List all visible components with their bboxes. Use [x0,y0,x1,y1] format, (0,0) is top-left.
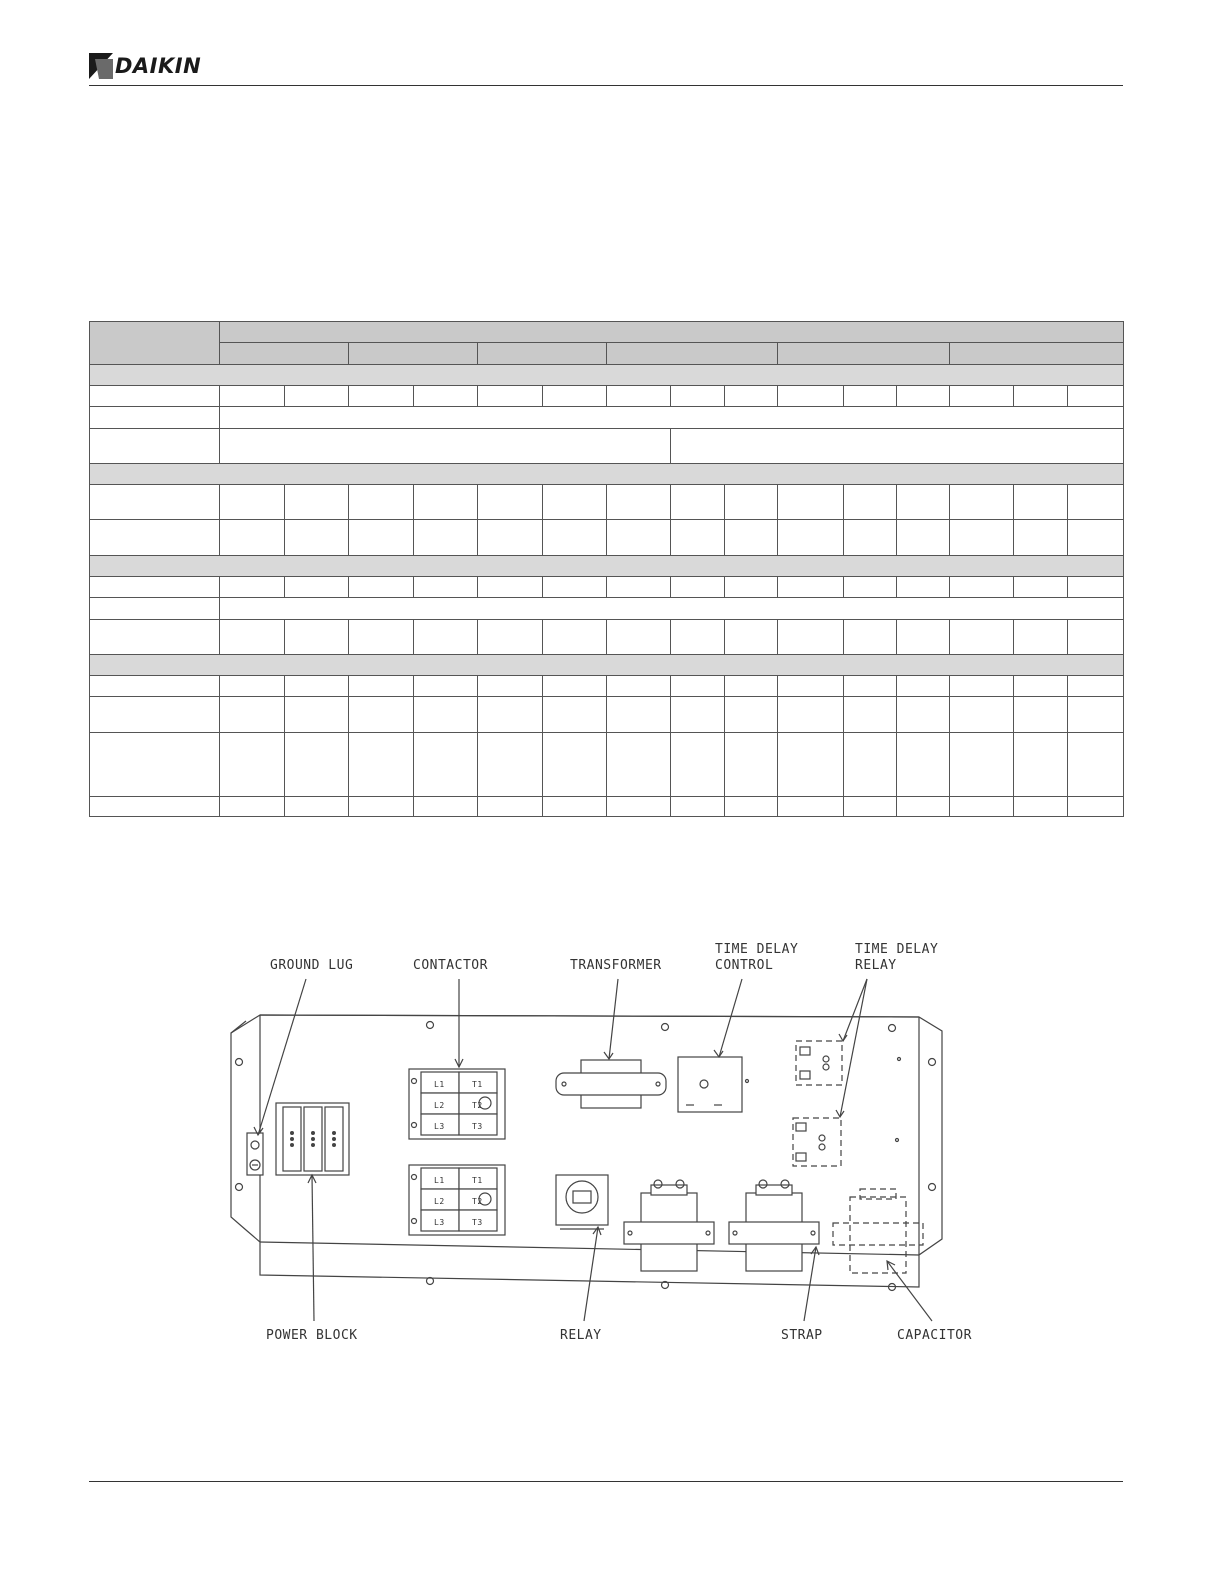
transformer [556,1060,666,1108]
power-block-label: POWER BLOCK [266,1328,358,1343]
capacitor-label: CAPACITOR [897,1328,972,1343]
time-delay-control-label-line1: TIME DELAY [715,942,799,957]
contactor-2-terminal-l3: L3 [434,1218,445,1227]
table-section-row [90,556,1124,577]
contactor-2-terminal-t2: T2 [472,1197,483,1206]
contactor-1-terminal-t1: T1 [472,1080,483,1089]
contactor-2-terminal-l1: L1 [434,1176,445,1185]
table-row [90,797,1124,817]
time-delay-relay-1 [796,1041,842,1085]
table-row [90,697,1124,733]
contactor-2 [409,1165,505,1235]
contactor-2-terminal-t3: T3 [472,1218,483,1227]
table-subheader [349,343,478,365]
table-row [90,485,1124,520]
contactor-2-terminal-t1: T1 [472,1176,483,1185]
time-delay-control [678,1057,749,1112]
table-row [90,386,1124,407]
table-subheader [220,343,349,365]
time-delay-relay-label-line2: RELAY [855,958,897,973]
daikin-logo-mark-icon [89,53,113,79]
contactor-1-terminal-t3: T3 [472,1122,483,1131]
table-subheader [607,343,778,365]
table-row [90,598,1124,620]
table-subheader [478,343,607,365]
transformer-label: TRANSFORMER [570,958,662,973]
capacitor-3-optional [833,1189,923,1273]
power-block [276,1103,349,1175]
footer-rule [89,1481,1123,1482]
header-rule [89,85,1123,86]
spec-table [89,321,1124,817]
capacitor-2 [729,1180,819,1271]
strap-label: STRAP [781,1328,823,1343]
daikin-logo [89,53,201,79]
control-panel-diagram [226,935,986,1355]
contactor-2-terminal-l2: L2 [434,1197,445,1206]
contactor-label: CONTACTOR [413,958,488,973]
table-section-row [90,464,1124,485]
table-section-row [90,655,1124,676]
table-group-header [220,322,1124,343]
relay [556,1175,608,1229]
table-row [90,733,1124,797]
contactor-1-terminal-l3: L3 [434,1122,445,1131]
table-row [90,429,1124,464]
time-delay-relay-label-line1: TIME DELAY [855,942,939,957]
contactor-1-terminal-t2: T2 [472,1101,483,1110]
time-delay-control-label-line2: CONTROL [715,958,774,973]
capacitor-1 [624,1180,714,1271]
relay-label: RELAY [560,1328,602,1343]
callout-arrows [254,979,932,1321]
table-subheader [778,343,950,365]
table-section-row [90,365,1124,386]
table-corner-header [90,322,220,365]
contactor-1 [409,1069,505,1139]
table-row [90,620,1124,655]
contactor-1-terminal-l2: L2 [434,1101,445,1110]
contactor-1-terminal-l1: L1 [434,1080,445,1089]
ground-lug [247,1133,263,1175]
table-row [90,407,1124,429]
daikin-logo-text: DAIKIN [115,54,202,78]
table-row [90,577,1124,598]
time-delay-relay-2 [793,1118,841,1166]
table-subheader [950,343,1124,365]
table-row [90,676,1124,697]
table-row [90,520,1124,556]
ground-lug-label: GROUND LUG [270,958,354,973]
